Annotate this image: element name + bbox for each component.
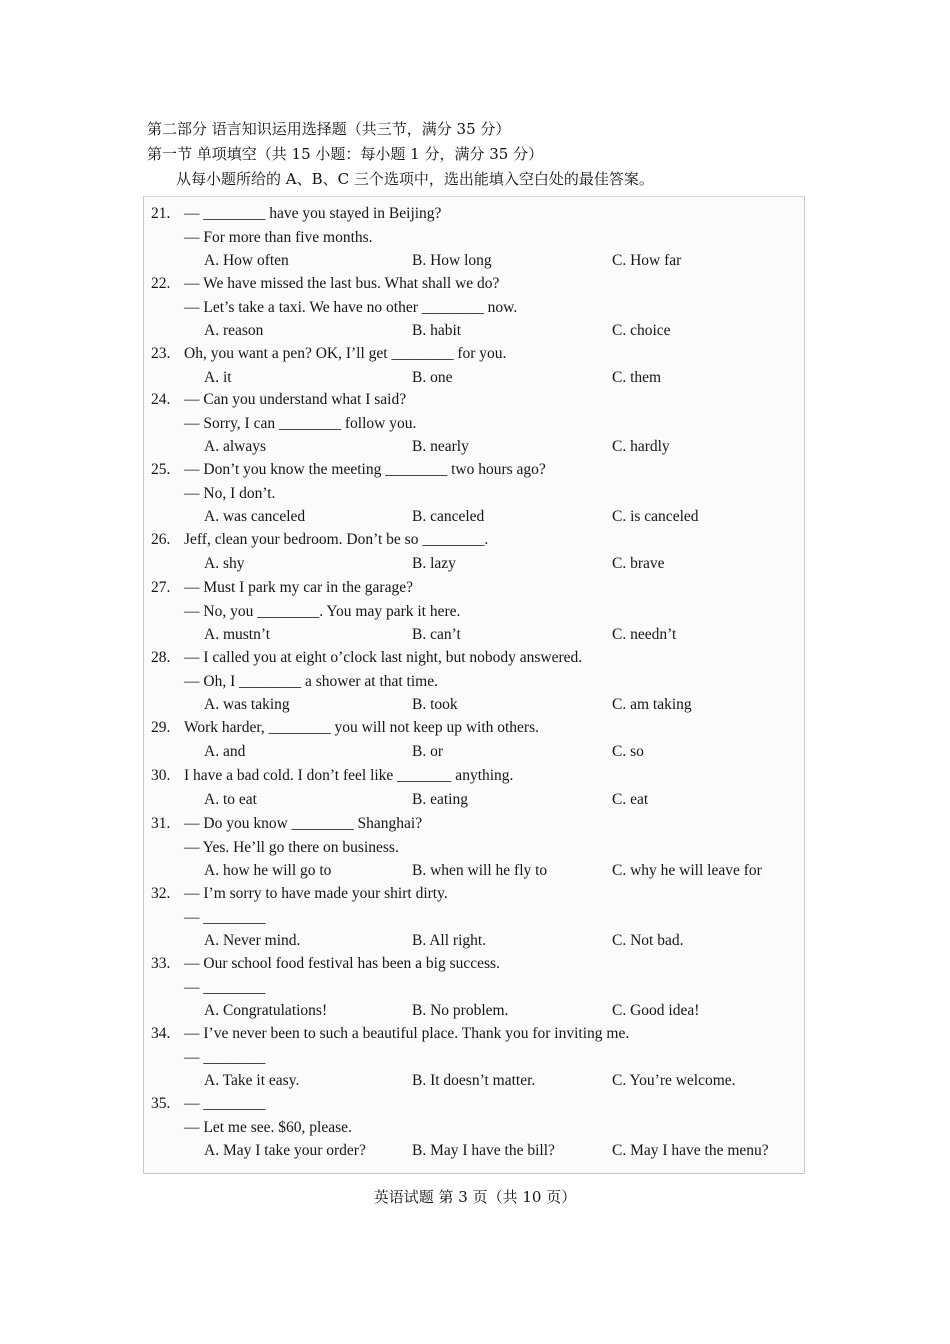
question-text-line: I have a bad cold. I don’t feel like _______ anything. <box>184 767 514 784</box>
option-c: C. why he will leave for <box>612 862 762 879</box>
question-text-line: — I’m sorry to have made your shirt dirty. <box>184 885 448 902</box>
option-b: B. or <box>412 742 443 760</box>
option-b: B. nearly <box>412 438 469 455</box>
instruction-text: 从每小题所给的 A、B、C 三个选项中，选出能填入空白处的最佳答案。 <box>176 170 654 188</box>
question-text-line: — ________ <box>184 1095 266 1112</box>
question-text-line: — Do you know ________ Shanghai? <box>184 815 423 832</box>
question-number: 23. <box>151 345 171 362</box>
question-text-line: — Can you understand what I said? <box>184 391 407 408</box>
scanned-question-block <box>143 196 805 1174</box>
option-b: B. when will he fly to <box>412 862 548 879</box>
option-b: B. lazy <box>412 554 456 572</box>
question-text-line: — No, I don’t. <box>184 484 276 502</box>
option-a: A. always <box>204 438 266 455</box>
option-b: B. took <box>412 696 458 713</box>
question-text-line: Jeff, clean your bedroom. Don’t be so ________. <box>184 531 489 548</box>
question-number: 33. <box>151 955 171 972</box>
question-text-line: — No, you ________. You may park it here. <box>184 602 461 620</box>
question-text-line: — I called you at eight o’clock last night, but nobody answered. <box>184 649 583 666</box>
question-number: 30. <box>151 767 171 784</box>
option-a: A. and <box>204 742 246 760</box>
option-a: A. Never mind. <box>204 932 301 949</box>
option-b: B. May I have the bill? <box>412 1142 555 1159</box>
question-text-line: — Don’t you know the meeting ________ two hours ago? <box>184 461 546 478</box>
question-number: 31. <box>151 815 171 832</box>
option-b: B. can’t <box>412 626 461 643</box>
option-c: C. hardly <box>612 438 670 455</box>
option-a: A. it <box>204 368 232 386</box>
option-b: B. eating <box>412 790 468 808</box>
question-number: 21. <box>151 205 171 222</box>
option-c: C. Good idea! <box>612 1002 700 1019</box>
question-number: 29. <box>151 719 171 736</box>
option-b: B. All right. <box>412 932 487 949</box>
question-number: 26. <box>151 531 171 548</box>
question-number: 27. <box>151 579 171 596</box>
question-number: 25. <box>151 461 171 478</box>
option-a: A. was taking <box>204 696 290 713</box>
option-b: B. No problem. <box>412 1002 509 1019</box>
option-c: C. May I have the menu? <box>612 1142 769 1159</box>
option-a: A. was canceled <box>204 508 306 525</box>
question-text-line: — We have missed the last bus. What shall we do? <box>184 275 500 292</box>
question-text-line: — Oh, I ________ a shower at that time. <box>184 672 438 690</box>
question-text-line: — Let’s take a taxi. We have no other ________ now. <box>184 298 518 316</box>
question-text-line: — Our school food festival has been a big success. <box>184 955 500 972</box>
question-text-line: — Must I park my car in the garage? <box>184 579 413 596</box>
option-a: A. Congratulations! <box>204 1002 328 1019</box>
option-a: A. shy <box>204 554 245 572</box>
option-b: B. one <box>412 368 453 386</box>
option-c: C. eat <box>612 790 649 808</box>
option-a: A. Take it easy. <box>204 1072 300 1089</box>
option-b: B. How long <box>412 252 492 269</box>
question-number: 24. <box>151 391 171 408</box>
option-c: C. Not bad. <box>612 932 684 949</box>
question-text-line: — For more than five months. <box>184 228 373 246</box>
option-b: B. It doesn’t matter. <box>412 1072 536 1089</box>
option-c: C. so <box>612 742 644 760</box>
question-text-line: — Sorry, I can ________ follow you. <box>184 414 417 432</box>
option-c: C. is canceled <box>612 508 699 525</box>
question-text-line: Work harder, ________ you will not keep up with others. <box>184 719 540 736</box>
question-text-line: — ________ <box>184 978 266 996</box>
option-c: C. them <box>612 368 662 386</box>
section-heading: 第一节 单项填空（共 15 小题：每小题 1 分，满分 35 分） <box>147 145 544 163</box>
option-a: A. May I take your order? <box>204 1142 366 1159</box>
option-a: A. to eat <box>204 790 257 808</box>
option-b: B. habit <box>412 322 462 339</box>
question-number: 32. <box>151 885 171 902</box>
question-text-line: Oh, you want a pen? OK, I’ll get ________ for you. <box>184 345 507 362</box>
question-number: 22. <box>151 275 171 292</box>
option-c: C. needn’t <box>612 626 677 643</box>
question-text-line: — Yes. He’ll go there on business. <box>184 838 399 856</box>
option-b: B. canceled <box>412 508 485 525</box>
question-text-line: — I’ve never been to such a beautiful place. Thank you for inviting me. <box>184 1025 630 1042</box>
question-text-line: — ________ have you stayed in Beijing? <box>184 205 442 222</box>
option-c: C. How far <box>612 252 682 269</box>
question-number: 34. <box>151 1025 171 1042</box>
option-c: C. brave <box>612 554 665 572</box>
question-text-line: — Let me see. $60, please. <box>184 1118 352 1136</box>
question-text-line: — ________ <box>184 1048 266 1066</box>
option-a: A. reason <box>204 322 264 339</box>
option-a: A. mustn’t <box>204 626 271 643</box>
question-text-line: — ________ <box>184 908 266 926</box>
option-c: C. choice <box>612 322 671 339</box>
question-number: 28. <box>151 649 171 666</box>
question-number: 35. <box>151 1095 171 1112</box>
option-a: A. how he will go to <box>204 862 332 879</box>
option-c: C. am taking <box>612 696 692 713</box>
option-c: C. You’re welcome. <box>612 1072 736 1089</box>
option-a: A. How often <box>204 252 289 269</box>
part-heading: 第二部分 语言知识运用选择题（共三节，满分 35 分） <box>147 120 511 138</box>
page-footer: 英语试题 第 3 页（共 10 页） <box>373 1188 577 1206</box>
